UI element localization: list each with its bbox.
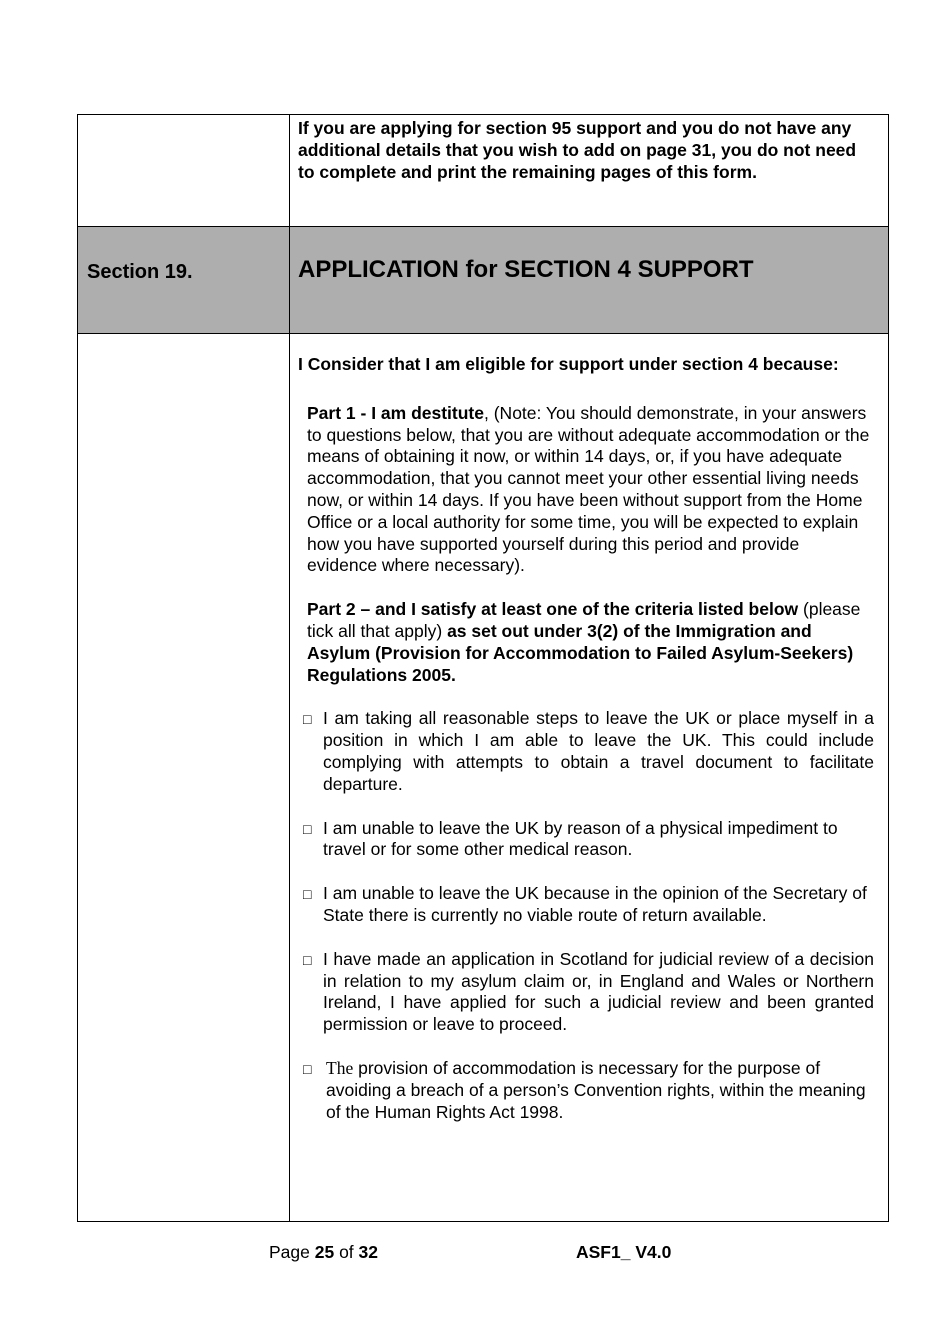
page-prefix: Page: [269, 1242, 315, 1262]
criterion-option-1: [298, 708, 874, 795]
criterion-4-text: I have made an application in Scotland for judicial review of a decision in relation to my asylum claim or, in England and Wales or Northern Ireland, I have applied for such a judicial review and been granted permission or leave to proceed.: [323, 948, 874, 1035]
part2-heading: Part 2 – and I satisfy at least one of the criteria listed below: [307, 599, 799, 620]
criterion-5-body: provision of accommodation is necessary for the purpose of avoiding a breach of a person’s Convention rights, within the meaning of the Human Rights Act 1998.: [326, 1057, 866, 1122]
criterion-3-text: I am unable to leave the UK because in the opinion of the Secretary of State there is currently no viable route of return available.: [323, 883, 867, 925]
criterion-5-checkbox[interactable]: □: [303, 1060, 312, 1077]
criterion-option-4: [298, 949, 874, 1036]
intro-left-cell: [78, 115, 290, 226]
part1-text: , (Note: You should demonstrate, in your answers to questions below, that you are without adequate accommodation or the means of obtaining it now, or within 14 days, or, if you have adequate accommodation, that you cannot meet your other essential living needs now, or within 14 days. If you have been without support from the Home Office or a local authority for some time, you will be expected to explain how you have supported yourself during this period and provide evidence where necessary).: [307, 402, 870, 576]
part2-mid: (please tick all that apply): [307, 599, 861, 641]
part1-heading: Part 1 - I am destitute: [307, 402, 484, 423]
section-title: APPLICATION for SECTION 4 SUPPORT: [298, 256, 754, 283]
criterion-3-checkbox[interactable]: □: [303, 886, 312, 903]
part2-tail: as set out under 3(2) of the Immigration and Asylum (Provision for Accommodation to Failed Asylum-Seekers) Regulations 2005.: [307, 620, 854, 685]
page-current: 25: [314, 1242, 335, 1262]
section-header-row: [78, 226, 888, 333]
criterion-1-text: I am taking all reasonable steps to leave the UK or place myself in a position in which I am able to leave the UK. This could include complying with attempts to obtain a travel document to facilitate departure.: [323, 708, 874, 794]
criterion-1-checkbox[interactable]: □: [303, 711, 312, 728]
criterion-5-lead-word: The: [326, 1057, 354, 1078]
criterion-2-checkbox[interactable]: □: [303, 820, 312, 837]
criterion-2-text: I am unable to leave the UK by reason of a physical impediment to travel or for some other medical reason.: [323, 817, 838, 860]
part2-paragraph: [307, 599, 874, 686]
section-19-form-table: [77, 114, 889, 1222]
page-total: 32: [358, 1242, 378, 1262]
criterion-option-5: [298, 1058, 874, 1123]
section-body-row: [78, 333, 888, 1221]
criterion-option-2: [298, 818, 874, 862]
body-left-cell: [78, 334, 290, 1221]
criterion-option-3: [298, 883, 874, 927]
page-number: [269, 1242, 378, 1263]
criterion-5-text: [326, 1058, 874, 1123]
part1-paragraph: [307, 403, 874, 577]
page-of: of: [334, 1242, 359, 1262]
eligibility-content: [290, 334, 888, 1221]
criterion-4-checkbox[interactable]: □: [303, 951, 312, 968]
intro-note: If you are applying for section 95 support and you do not have any additional details that you wish to add on page 31, you do not need to complete and print the remaining pages of this form.: [298, 118, 857, 182]
eligibility-lead: I Consider that I am eligible for support under section 4 because:: [298, 354, 839, 374]
intro-row: [78, 115, 888, 226]
section-label: Section 19.: [78, 227, 290, 333]
document-code: ASF1_ V4.0: [576, 1242, 672, 1262]
